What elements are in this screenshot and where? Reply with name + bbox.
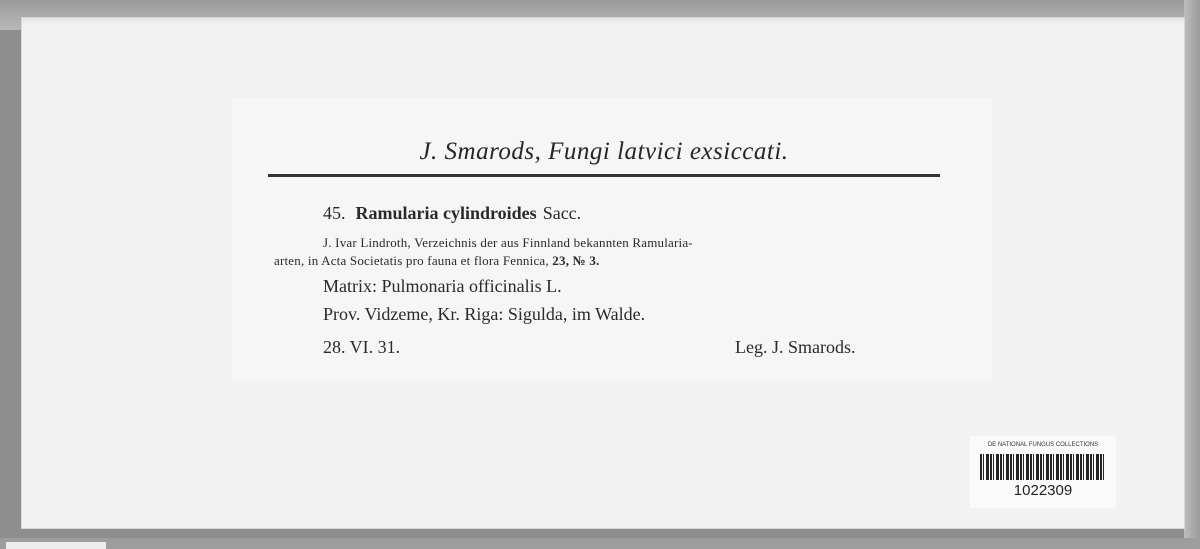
header-rule	[268, 174, 940, 177]
species-author: Sacc.	[542, 203, 582, 223]
specimen-number: 45.	[323, 203, 346, 223]
sheet-top-edge	[22, 18, 1184, 24]
species-line	[323, 203, 581, 224]
reference-line-1: J. Ivar Lindroth, Verzeichnis der aus Finnland bekannten Ramularia-	[323, 235, 693, 250]
background-bottom-strip	[0, 538, 1200, 549]
barcode-number: 1022309	[1013, 482, 1073, 499]
reference-text: arten, in Acta Societatis pro fauna et flora Fennica,	[274, 253, 549, 268]
reference-line-2	[274, 253, 599, 269]
label-header: J. Smarods, Fungi latvici exsiccati.	[419, 138, 789, 165]
barcode-bars	[980, 454, 1106, 480]
collection-date: 28. VI. 31.	[323, 337, 401, 357]
locality-line: Prov. Vidzeme, Kr. Riga: Sigulda, im Walde.	[323, 304, 646, 324]
barcode-label	[970, 436, 1116, 508]
matrix-line: Matrix: Pulmonaria officinalis L.	[323, 276, 562, 296]
background-right-edge	[1184, 0, 1200, 549]
underlying-paper-fragment	[6, 542, 106, 549]
reference-issue: № 3.	[572, 253, 600, 268]
collector: Leg. J. Smarods.	[735, 337, 856, 357]
species-name: Ramularia cylindroides	[355, 203, 537, 223]
reference-volume: 23,	[552, 253, 570, 268]
barcode-institution: DE NATIONAL FUNGUS COLLECTIONS	[987, 442, 1099, 448]
